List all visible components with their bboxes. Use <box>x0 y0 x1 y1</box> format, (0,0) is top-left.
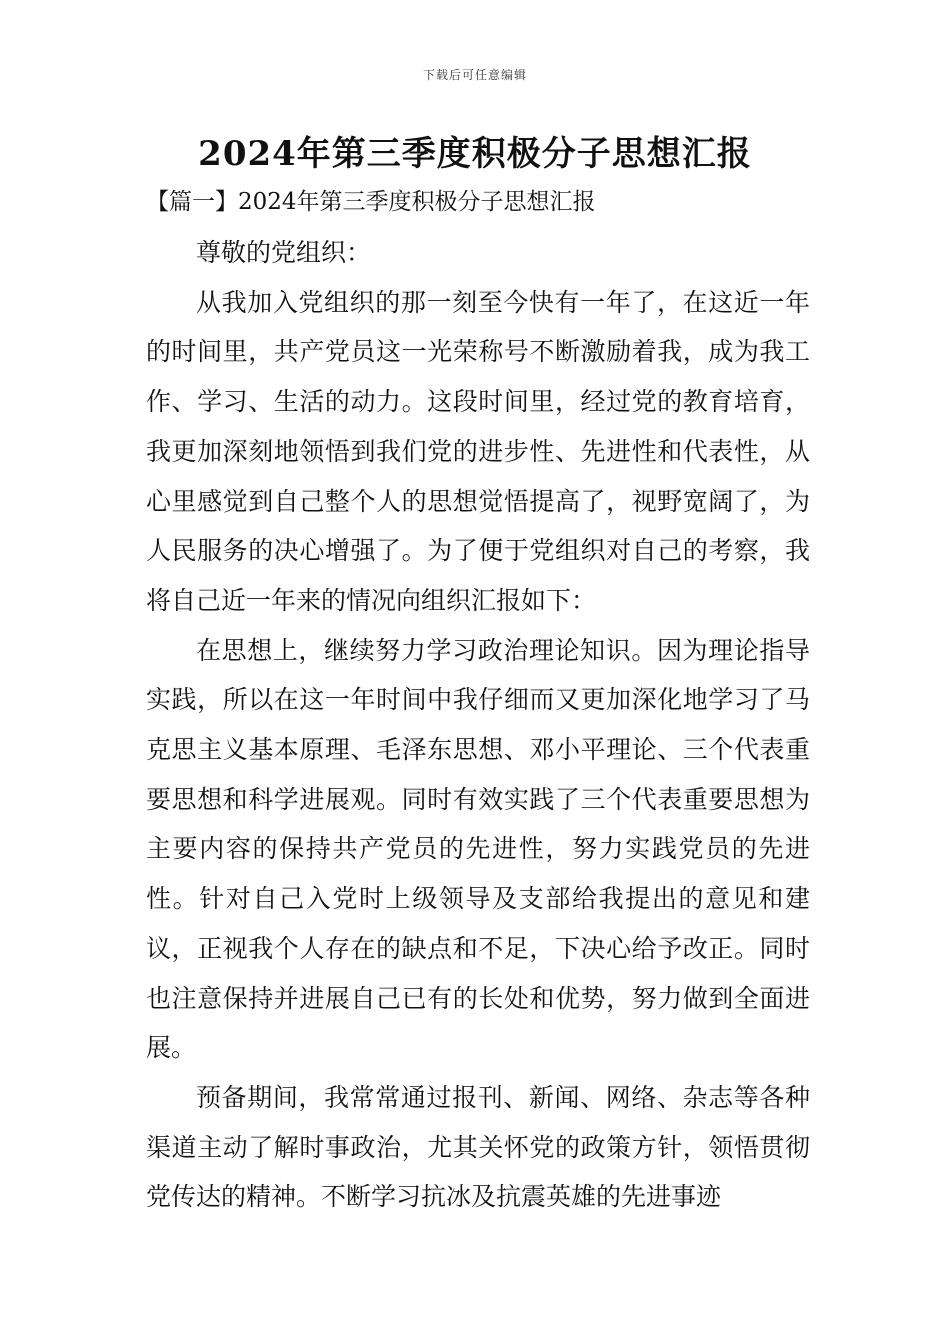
document-body <box>146 228 810 1222</box>
page-header-note: 下载后可任意编辑 <box>422 68 527 82</box>
paragraph-1: 从我加入党组织的那一刻至今快有一年了，在这近一年的时间里，共产党员这一光荣称号不断激励着我，成为我工作、学习、生活的动力。这段时间里，经过党的教育培育，我更加深刻地领悟到我们党的进步性、先进性和代表性，从心里感觉到自己整个人的思想觉悟提高了，视野宽阔了，为人民服务的决心增强了。为了便于党组织对自己的考察，我将自己近一年来的情况向组织汇报如下： <box>146 287 810 615</box>
section-heading: 【篇一】2024年第三季度积极分子思想汇报 <box>146 189 596 215</box>
paragraph-3: 预备期间，我常常通过报刊、新闻、网络、杂志等各种渠道主动了解时事政治，尤其关怀党的政策方针，领悟贯彻党传达的精神。不断学习抗冰及抗震英雄的先进事迹 <box>146 1082 810 1212</box>
salutation: 尊敬的党组织： <box>196 238 372 267</box>
paragraph-2: 在思想上，继续努力学习政治理论知识。因为理论指导实践，所以在这一年时间中我仔细而又更加深化地学习了马克思主义基本原理、毛泽东思想、邓小平理论、三个代表重要思想和科学进展观。同时有效实践了三个代表重要思想为主要内容的保持共产党员的先进性，努力实践党员的先进性。针对自己入党时上级领导及支部给我提出的意见和建议，正视我个人存在的缺点和不足，下决心给予改正。同时也注意保持并进展自己已有的长处和优势，努力做到全面进展。 <box>146 635 810 1063</box>
document-title: 2024年第三季度积极分子思想汇报 <box>198 134 752 174</box>
